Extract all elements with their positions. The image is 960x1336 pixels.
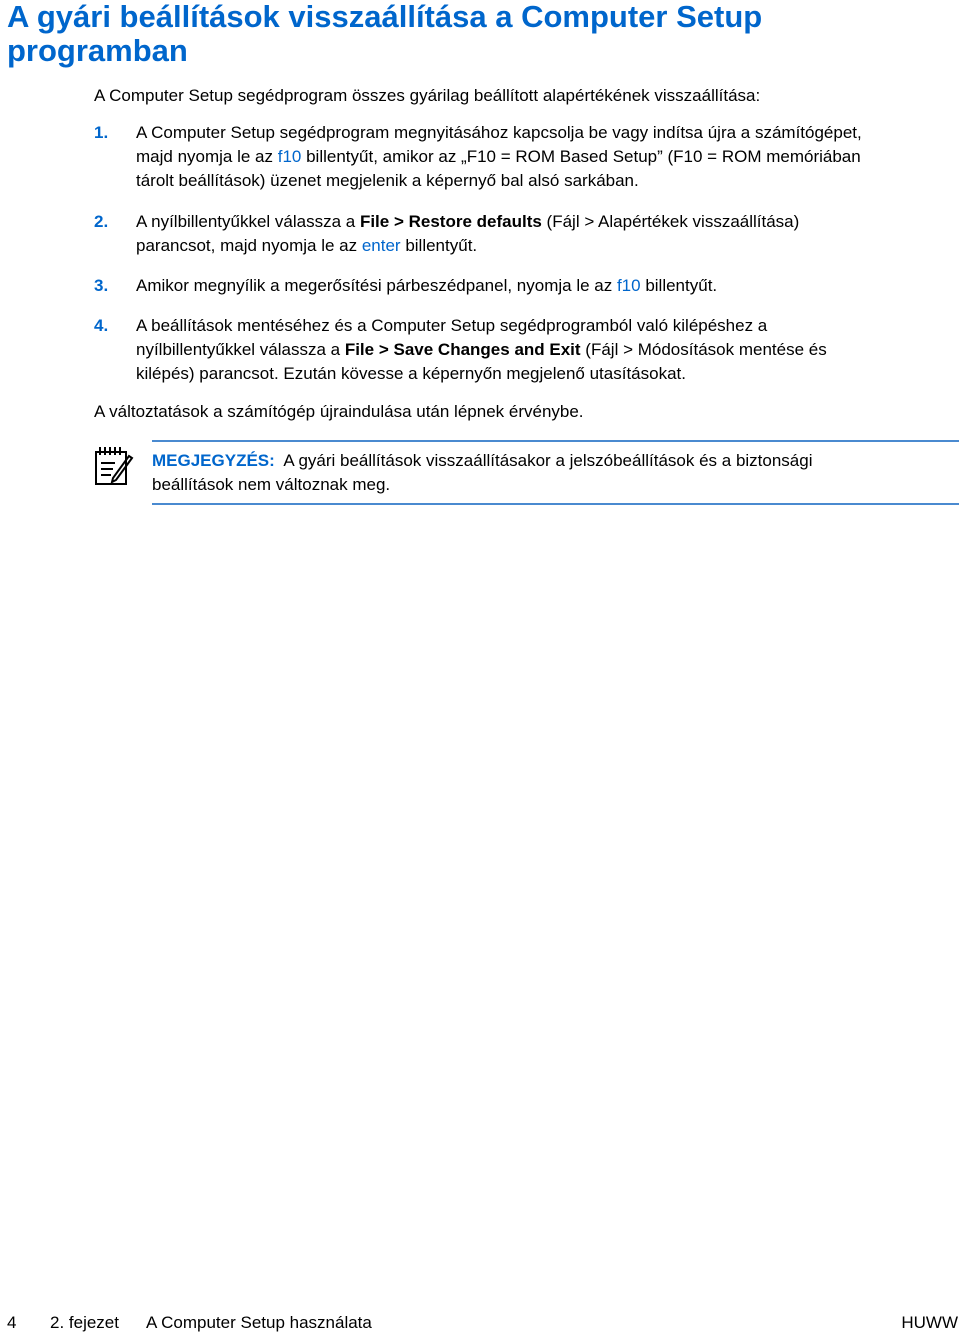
menu-command: Restore defaults — [408, 212, 542, 231]
note-pad-icon — [92, 444, 136, 488]
step-line — [136, 234, 934, 258]
note-label: MEGJEGYZÉS: — [152, 451, 275, 470]
menu-name: File — [344, 340, 375, 359]
step-line: A beállítások mentéséhez és a Computer Setup segédprogramból való kilépéshez a — [136, 316, 768, 335]
text-run: billentyűt. — [640, 276, 718, 295]
intro-paragraph: A Computer Setup segédprogram összes gyárilag beállított alapértékének visszaállítása: — [94, 86, 761, 105]
menu-name: File — [359, 212, 390, 231]
text-run: billentyűt. — [400, 236, 478, 255]
key-name: f10 — [616, 276, 641, 295]
text-run: majd nyomja le az — [136, 147, 278, 166]
step-text — [136, 314, 934, 386]
note-bottom-rule — [152, 503, 959, 505]
outro-paragraph: A változtatások a számítógép újraindulása után lépnek érvénybe. — [94, 402, 584, 421]
key-name: enter — [361, 236, 401, 255]
text-run: A nyílbillentyűkkel válassza a — [136, 212, 360, 231]
page-title: A gyári beállítások visszaállítása a Computer Setup programban — [7, 0, 763, 68]
step-line — [136, 274, 934, 298]
step-text — [136, 121, 934, 193]
step-2 — [94, 210, 934, 258]
page-footer — [0, 1311, 960, 1335]
key-name: f10 — [277, 147, 302, 166]
step-3 — [94, 274, 934, 298]
text-run: parancsot, majd nyomja le az — [136, 236, 362, 255]
note-block — [152, 449, 952, 497]
step-1 — [94, 121, 934, 193]
chapter-title: A Computer Setup használata — [146, 1313, 372, 1332]
step-number: 4. — [94, 316, 109, 335]
page-number: 4 — [7, 1313, 17, 1332]
note-line — [152, 449, 952, 473]
step-text — [136, 274, 934, 298]
menu-separator: > — [389, 212, 409, 231]
text-run: (Fájl > Módosítások mentése és — [580, 340, 827, 359]
step-number: 3. — [94, 276, 109, 295]
text-run: billentyűt, amikor az „F10 = ROM Based Setup” (F10 = ROM memóriában — [301, 147, 861, 166]
text-run: nyílbillentyűkkel válassza a — [136, 340, 345, 359]
step-line — [136, 145, 934, 169]
chapter-number: 2. fejezet — [50, 1313, 119, 1332]
step-number: 1. — [94, 123, 109, 142]
note-top-rule — [152, 440, 959, 442]
step-4 — [94, 314, 934, 386]
step-text — [136, 210, 934, 258]
step-line — [136, 338, 934, 362]
menu-command: Save Changes and Exit — [393, 340, 581, 359]
text-run: (Fájl > Alapértékek visszaállítása) — [541, 212, 800, 231]
step-line: A Computer Setup segédprogram megnyitásához kapcsolja be vagy indítsa újra a számítógépet, — [136, 123, 862, 142]
step-number: 2. — [94, 212, 109, 231]
brand-code: HUWW — [901, 1313, 958, 1332]
step-line: tárolt beállítások) üzenet megjelenik a képernyő bal alsó sarkában. — [136, 171, 639, 190]
text-run: A gyári beállítások visszaállításakor a jelszóbeállítások és a biztonsági — [274, 451, 813, 470]
text-run: Amikor megnyílik a megerősítési párbeszédpanel, nyomja le az — [136, 276, 617, 295]
note-line: beállítások nem változnak meg. — [152, 475, 391, 494]
menu-separator: > — [374, 340, 394, 359]
step-line — [136, 210, 934, 234]
step-line: kilépés) parancsot. Ezután kövesse a képernyőn megjelenő utasításokat. — [136, 364, 686, 383]
